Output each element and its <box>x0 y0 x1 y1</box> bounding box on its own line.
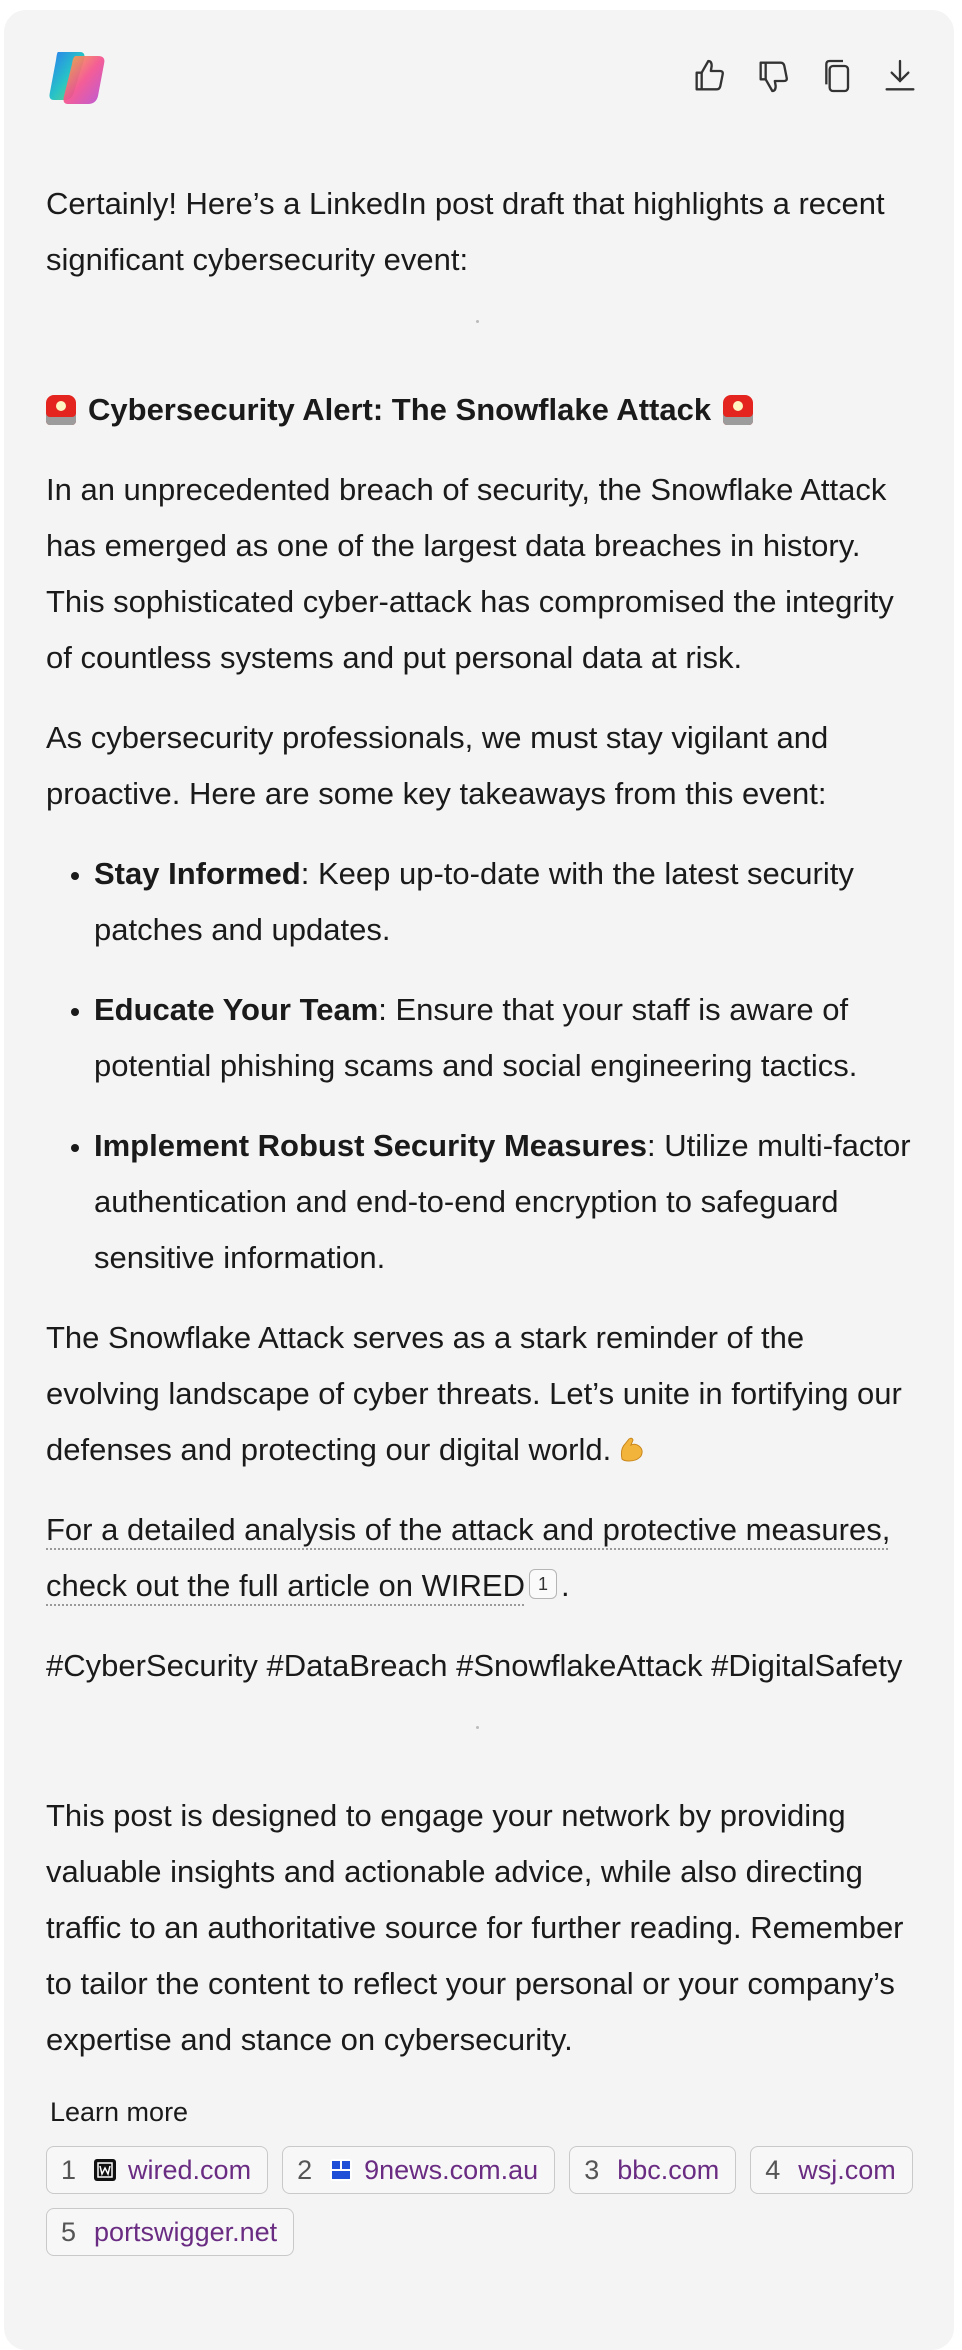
hashtags: #CyberSecurity #DataBreach #SnowflakeAttack #DigitalSafety <box>46 1648 903 1683</box>
learn-more-title: Learn more <box>50 2097 189 2127</box>
takeaway-text: : Utilize multi-factor authentication and end-to-end encryption to safeguard sensitive information. <box>94 1128 911 1275</box>
thumbs-down-button[interactable] <box>750 50 798 102</box>
list-item <box>94 982 912 1094</box>
post-paragraph-1: In an unprecedented breach of security, the Snowflake Attack has emerged as one of the largest data breaches in history. This sophisticated cyber-attack has compromised the integrity of countless systems and put personal data at risk. <box>46 472 894 675</box>
wired-favicon-icon <box>94 2159 116 2181</box>
copy-icon <box>818 56 858 96</box>
takeaway-title: Implement Robust Security Measures <box>94 1128 647 1163</box>
copy-button[interactable] <box>814 50 862 102</box>
thumbs-down-icon <box>754 56 794 96</box>
copilot-logo-icon <box>44 44 112 112</box>
takeaways-list <box>46 846 912 1286</box>
list-item <box>94 1118 912 1286</box>
source-chip-wsj[interactable] <box>750 2146 913 2194</box>
post-paragraph-2: As cybersecurity professionals, we must stay vigilant and proactive. Here are some key takeaways from this event: <box>46 720 829 811</box>
takeaway-text: : Keep up-to-date with the latest security patches and updates. <box>94 856 854 947</box>
source-chip-wired[interactable] <box>46 2146 268 2194</box>
response-content <box>46 176 912 2256</box>
source-chip-portswigger[interactable] <box>46 2208 294 2256</box>
takeaway-title: Stay Informed <box>94 856 301 891</box>
section-divider <box>46 312 912 342</box>
wired-article-link[interactable]: For a detailed analysis of the attack and protective measures, check out the full article on WIRED <box>46 1512 891 1603</box>
post-paragraph-3 <box>46 1310 912 1478</box>
source-chip-bbc[interactable] <box>569 2146 736 2194</box>
source-chip-9news[interactable] <box>282 2146 555 2194</box>
section-divider <box>46 1718 912 1748</box>
post-paragraph-3-text: The Snowflake Attack serves as a stark reminder of the evolving landscape of cyber threats. Let’s unite in fortifying our defenses and protecting our digital world. <box>46 1320 902 1467</box>
article-paragraph <box>46 1502 912 1614</box>
list-item <box>94 846 912 958</box>
9news-favicon-icon <box>330 2159 352 2181</box>
article-period: . <box>560 1568 570 1603</box>
siren-icon <box>723 395 753 425</box>
source-domain: 9news.com.au <box>364 2155 539 2185</box>
takeaway-text: : Ensure that your staff is aware of potential phishing scams and social engineering tactics. <box>94 992 858 1083</box>
learn-more-sources <box>46 2146 926 2256</box>
source-number: 4 <box>765 2155 781 2185</box>
post-heading <box>46 382 912 438</box>
download-button[interactable] <box>876 50 924 102</box>
source-number: 5 <box>61 2217 77 2247</box>
source-number: 3 <box>584 2155 600 2185</box>
response-toolbar <box>4 10 954 140</box>
source-domain: portswigger.net <box>94 2217 278 2247</box>
source-domain: wired.com <box>128 2155 252 2185</box>
post-heading-text: Cybersecurity Alert: The Snowflake Attack <box>88 392 712 427</box>
download-icon <box>880 56 920 96</box>
source-domain: wsj.com <box>798 2155 896 2185</box>
citation-badge[interactable]: 1 <box>529 1569 557 1599</box>
source-number: 2 <box>297 2155 313 2185</box>
assistant-response-card <box>4 10 954 2350</box>
source-domain: bbc.com <box>617 2155 720 2185</box>
thumbs-up-button[interactable] <box>686 50 734 102</box>
thumbs-up-icon <box>690 56 730 96</box>
takeaway-title: Educate Your Team <box>94 992 379 1027</box>
flexed-biceps-icon <box>617 1434 647 1464</box>
outro-text: This post is designed to engage your network by providing valuable insights and actionable advice, while also directing traffic to an authoritative source for further reading. Remember to tailor the content to reflect your personal or your company’s expertise and stance on cybersecurity. <box>46 1798 904 2057</box>
intro-text: Certainly! Here’s a LinkedIn post draft that highlights a recent significant cybersecurity event: <box>46 186 885 277</box>
source-number: 1 <box>61 2155 77 2185</box>
siren-icon <box>46 395 76 425</box>
